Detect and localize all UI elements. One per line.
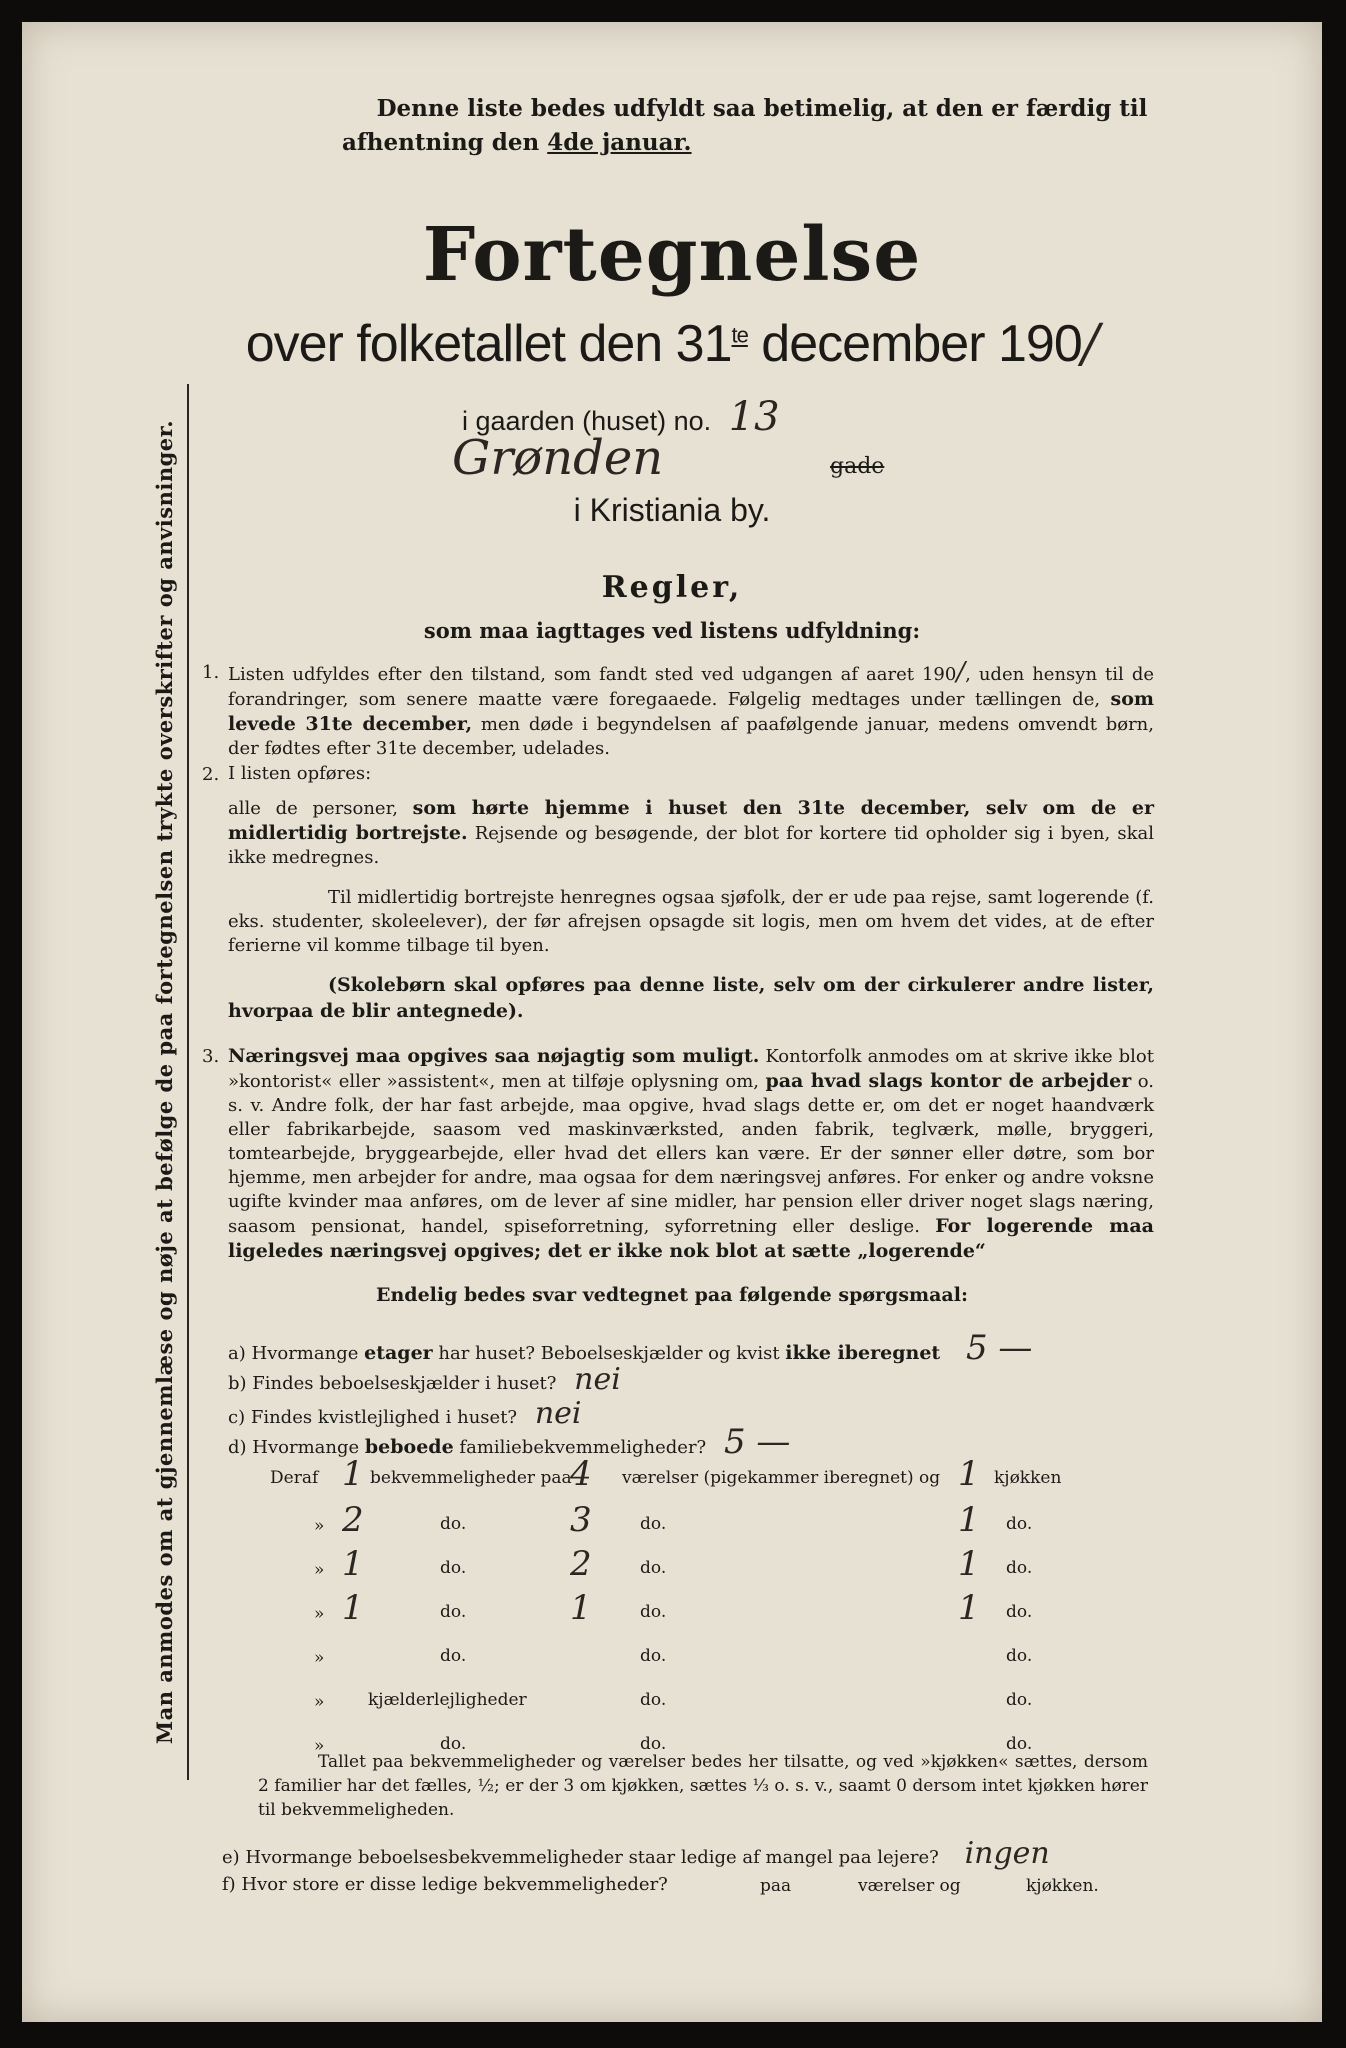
rules-heading: Regler, xyxy=(601,570,743,605)
subtitle-sup: te xyxy=(731,322,748,348)
rule3-bold2: paa hvad slags kontor de arbejder xyxy=(765,1070,1132,1092)
header-note-date: 4de januar. xyxy=(547,129,692,156)
table-do-bekv: do. xyxy=(440,1558,467,1578)
rule2-number: 2. xyxy=(202,764,220,785)
header-note xyxy=(342,92,1172,160)
qb-answer: nei xyxy=(574,1362,621,1397)
rule2-p2: Til midlertidig bortrejste henregnes ogsaa sjøfolk, der er ude paa rejse, samt logerende (f. eks. studenter, skoleelever), der før afrejsen opsagde sit logis, men om hvem det vides, at de efter ferierne vil komme tilbage til byen. xyxy=(228,887,1154,956)
qa-bold2: ikke iberegnet xyxy=(785,1342,941,1364)
table-cell-vaer: 2 xyxy=(570,1544,592,1584)
rule1-a: Listen udfyldes efter den tilstand, som fandt sted ved udgangen af aaret 190 xyxy=(228,664,957,685)
subtitle-prefix: over folketallet den 31 xyxy=(245,315,732,373)
table-cell-bekv: 1 xyxy=(342,1588,364,1628)
table-cell-vaer: 4 xyxy=(570,1454,592,1494)
table-header-vaer: værelser (pigekammer iberegnet) og xyxy=(622,1468,941,1488)
census-form xyxy=(22,22,1322,2022)
qb-label: b) xyxy=(228,1373,247,1394)
table-ditto-mark: » xyxy=(314,1692,325,1712)
subtitle-year-hand: / xyxy=(1081,314,1099,374)
qa-label: a) xyxy=(228,1343,246,1364)
table-do-vaer: do. xyxy=(640,1602,667,1622)
table-do-bekv: do. xyxy=(440,1646,467,1666)
rule3-bold3: For logerende maa ligeledes næringsvej opgives; det er ikke nok blot at sætte „logerende“ xyxy=(228,1215,1154,1262)
table-do-vaer: do. xyxy=(640,1558,667,1578)
table-do-vaer: do. xyxy=(640,1690,667,1710)
table-header-kjokken: kjøkken xyxy=(994,1468,1062,1488)
table-do-bekv: do. xyxy=(440,1514,467,1534)
table-do-vaer: do. xyxy=(640,1734,667,1754)
questions-intro: Endelig bedes svar vedtegnet paa følgende spørgsmaal: xyxy=(376,1284,968,1306)
qe-label: e) xyxy=(222,1847,240,1868)
qa-text-a: Hvormange xyxy=(251,1343,359,1364)
qc-text: Findes kvistlejlighed i huset? xyxy=(250,1407,518,1428)
table-do-kjokken: do. xyxy=(1006,1602,1033,1622)
table-do-bekv: do. xyxy=(440,1734,467,1754)
qa-bold: etager xyxy=(364,1342,433,1364)
table-cell-vaer: 3 xyxy=(570,1500,592,1540)
table-ditto-mark: » xyxy=(314,1560,325,1580)
table-do-kjokken: do. xyxy=(1006,1734,1033,1754)
rule3-number: 3. xyxy=(202,1046,220,1067)
table-cell-kjokken: 1 xyxy=(958,1544,980,1584)
page-subtitle xyxy=(22,314,1322,374)
table-do-kjokken: do. xyxy=(1006,1646,1033,1666)
qd-label: d) xyxy=(228,1437,247,1458)
table-cell-bekv: 1 xyxy=(342,1454,364,1494)
table-ditto-mark: » xyxy=(314,1516,325,1536)
tallet-note: Tallet paa bekvemmeligheder og værelser bedes her tilsatte, og ved »kjøkken« sættes, dersom 2 familier har det fælles, ½; er der 3 om kjøkken, sættes ⅓ o. s. v., saamt 0 dersom intet kjøkken hører til bekvemmeligheden. xyxy=(258,1752,1148,1820)
qf-paa: paa xyxy=(760,1876,792,1896)
qe-text: Hvormange beboelsesbekvemmeligheder staar ledige af mangel paa lejere? xyxy=(245,1847,939,1868)
house-label: i gaarden (huset) no. xyxy=(462,406,712,436)
rule2-p1-bold: som hørte hjemme i huset den 31te december, selv om de er midlertidig bortrejste. xyxy=(228,797,1154,844)
qf-text: Hvor store er disse ledige bekvemmeligheder? xyxy=(241,1874,668,1895)
table-cell-bekv: 1 xyxy=(342,1544,364,1584)
question-b xyxy=(228,1362,621,1397)
rule1-text xyxy=(228,657,1154,761)
table-kjaelder-label: kjælderlejligheder xyxy=(368,1690,527,1710)
qa-text-b: har huset? Beboelseskjælder og kvist xyxy=(438,1343,780,1364)
rule1-c: men døde i begyndelsen af paafølgende januar, medens omvendt børn, der fødtes efter 31te december, udelades. xyxy=(228,714,1154,759)
header-note-prefix: afhentning den xyxy=(342,129,540,156)
street-name: Grønden xyxy=(452,430,664,486)
table-ditto-mark: » xyxy=(314,1648,325,1668)
table-cell-kjokken: 1 xyxy=(958,1500,980,1540)
qf-label: f) xyxy=(222,1874,236,1895)
table-cell-bekv: 2 xyxy=(342,1500,364,1540)
rule1-number: 1. xyxy=(202,662,220,683)
rule1-bold: som levede 31te december, xyxy=(228,688,1154,735)
gade-label: gade xyxy=(830,454,885,479)
qc-answer: nei xyxy=(534,1396,582,1431)
question-e xyxy=(222,1836,1050,1871)
rule3-bold1: Næringsvej maa opgives saa nøjagtig som muligt. xyxy=(228,1045,760,1067)
rule3-a: Kontorfolk anmodes om at skrive ikke blot »kontorist« eller »assistent«, men at tilføje oplysning om, xyxy=(228,1046,1154,1092)
qf-vaer: værelser og xyxy=(858,1876,961,1896)
rule2-p1 xyxy=(228,796,1154,870)
header-note-line1: Denne liste bedes udfyldt saa betimelig, at den er færdig til xyxy=(376,95,1148,122)
table-cell-kjokken: 1 xyxy=(958,1454,980,1494)
table-do-kjokken: do. xyxy=(1006,1558,1033,1578)
rule2-p1-a: alle de personer, xyxy=(228,798,398,819)
qd-text-a: Hvormange xyxy=(252,1437,360,1458)
qd-bold: beboede xyxy=(364,1436,454,1458)
table-do-kjokken: do. xyxy=(1006,1690,1033,1710)
table-cell-kjokken: 1 xyxy=(958,1588,980,1628)
table-deraf: Deraf xyxy=(270,1468,319,1488)
side-instruction: Man anmodes om at gjennemlæse og nøje at befølge de paa fortegnelsen trykte overskrifter og anvisninger. xyxy=(152,419,177,1745)
rule1-hand: / xyxy=(956,657,966,687)
table-do-vaer: do. xyxy=(640,1514,667,1534)
qf-kjokken: kjøkken. xyxy=(1026,1876,1099,1896)
table-ditto-mark: » xyxy=(314,1736,325,1756)
table-do-bekv: do. xyxy=(440,1602,467,1622)
subtitle-mid: december 190 xyxy=(747,315,1082,373)
rule1-b: , uden hensyn til de forandringer, som senere maatte være foregaaede. Følgelig medtages under tællingen de, xyxy=(228,664,1154,710)
rule2-p1-b: Rejsende og besøgende, der blot for kortere tid opholder sig i byen, skal ikke medregnes. xyxy=(228,823,1154,868)
question-d xyxy=(228,1422,790,1462)
table-cell-vaer: 1 xyxy=(570,1588,592,1628)
question-f xyxy=(222,1874,668,1895)
table-ditto-mark: » xyxy=(314,1604,325,1624)
qe-answer: ingen xyxy=(964,1836,1050,1871)
table-do-kjokken: do. xyxy=(1006,1514,1033,1534)
house-number: 13 xyxy=(728,394,780,440)
city-line: i Kristiania by. xyxy=(573,492,771,528)
table-do-vaer: do. xyxy=(640,1646,667,1666)
qb-text: Findes beboelseskjælder i huset? xyxy=(252,1373,557,1394)
rule3-b: o. s. v. Andre folk, der har fast arbejde, maa opgive, hvad slags dette er, om det er noget haandværk eller fabrikarbejde, saasom ved maskinværksted, anden fabrik, teglværk, mølle, bryggeri, tomtearbejde, bryggearbejde, eller hvad det ellers kan være. Er der sønner eller døtre, som bor hjemme, men arbejder for andre, maa ogsaa for dem næringsvej anføres. For enker og andre voksne ugifte kvinder maa anføres, om de lever af sine midler, har pension eller driver noget slags næring, saasom pensionat, handel, spiseforretning, syforretning eller deslige. xyxy=(228,1071,1154,1237)
qd-answer: 5 — xyxy=(723,1422,791,1462)
qc-label: c) xyxy=(228,1407,246,1428)
rule3-text xyxy=(228,1044,1154,1264)
rule2-intro: I listen opføres: xyxy=(228,763,372,784)
page-title: Fortegnelse xyxy=(422,212,922,298)
rule2-p3: (Skolebørn skal opføres paa denne liste, selv om der cirkulerer andre lister, hvorpaa de blir antegnede). xyxy=(228,974,1154,1022)
rules-subheading: som maa iagttages ved listens udfyldning: xyxy=(423,618,921,643)
qd-text-b: familiebekvemmeligheder? xyxy=(459,1437,707,1458)
qa-answer: 5 — xyxy=(965,1328,1033,1368)
table-header-bekv: bekvemmeligheder paa xyxy=(370,1468,572,1488)
